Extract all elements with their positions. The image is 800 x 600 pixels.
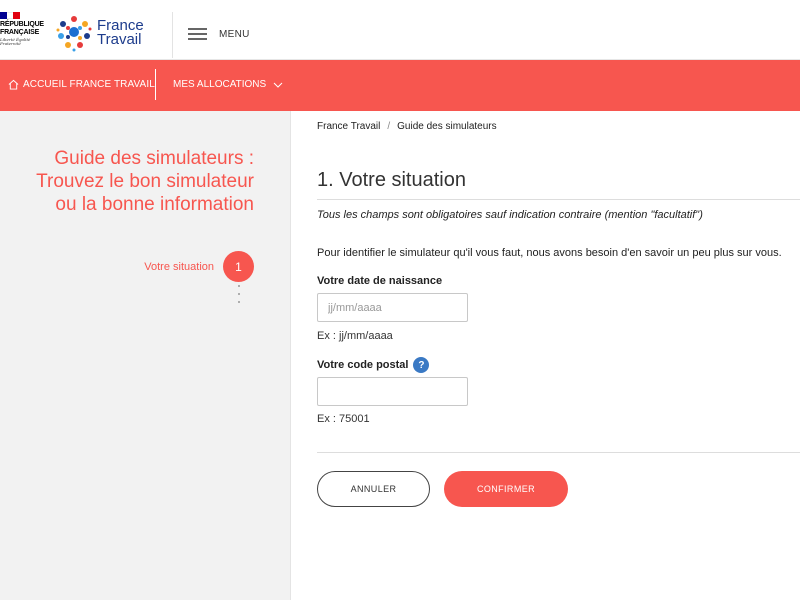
step-label: Votre situation [144, 260, 214, 273]
header-divider [172, 12, 173, 58]
sidebar-title-line-3: ou la bonne information [55, 194, 254, 215]
chevron-down-icon [273, 82, 283, 88]
home-icon [8, 79, 19, 90]
confirm-button[interactable]: CONFIRMER [444, 471, 568, 507]
nav-home-link[interactable] [8, 79, 155, 90]
menu-label: MENU [219, 28, 250, 40]
postal-code-label-text: Votre code postal [317, 359, 409, 371]
hamburger-icon [188, 27, 207, 41]
mandatory-notice: Tous les champs sont obligatoires sauf indication contraire (mention "facultatif") [317, 209, 703, 221]
site-header [0, 0, 800, 60]
nav-allocations-label: MES ALLOCATIONS [173, 79, 267, 90]
breadcrumb [317, 121, 497, 132]
page-title: 1. Votre situation [317, 169, 466, 191]
birth-date-label [317, 275, 442, 287]
brand-line-1: France [97, 17, 144, 34]
sidebar-title [0, 147, 254, 216]
sidebar-title-line-2: Trouvez le bon simulateur [36, 171, 254, 192]
republic-name [0, 21, 48, 37]
main-navigation [0, 60, 800, 111]
nav-divider [155, 69, 156, 100]
brand-line-2: Travail [97, 31, 142, 48]
postal-code-label [317, 357, 429, 373]
sidebar-title-line-1: Guide des simulateurs : [54, 148, 254, 169]
nav-home-label: ACCUEIL FRANCE TRAVAIL [23, 79, 155, 90]
france-travail-brand[interactable] [97, 19, 144, 47]
birth-date-label-text: Votre date de naissance [317, 275, 443, 287]
cancel-button[interactable]: ANNULER [317, 471, 430, 507]
republic-line-2: FRANÇAISE [0, 29, 40, 36]
title-divider [317, 199, 800, 200]
breadcrumb-item-home[interactable]: France Travail [317, 121, 381, 132]
step-indicator [144, 251, 254, 282]
nav-allocations-dropdown[interactable] [173, 79, 283, 90]
form-divider [317, 452, 800, 453]
sidebar-panel [0, 111, 291, 600]
step-progress-dots [238, 285, 240, 309]
intro-text: Pour identifier le simulateur qu'il vous faut, nous avons besoin d'en savoir un peu plus sur vous. [317, 247, 782, 259]
menu-button[interactable] [188, 24, 250, 44]
breadcrumb-separator: / [387, 121, 391, 132]
republic-motto: Liberté Égalité Fraternité [0, 37, 31, 46]
french-flag-icon [0, 12, 20, 19]
birth-date-input[interactable] [317, 293, 468, 322]
postal-code-input[interactable] [317, 377, 468, 406]
birth-date-example: Ex : jj/mm/aaaa [317, 330, 393, 342]
republique-francaise-logo[interactable] [0, 12, 48, 46]
france-travail-logo-icon[interactable] [54, 12, 94, 52]
republic-line-1: RÉPUBLIQUE [0, 21, 44, 28]
help-icon[interactable]: ? [413, 357, 429, 373]
step-number-badge: 1 [223, 251, 254, 282]
breadcrumb-item-current: Guide des simulateurs [397, 121, 497, 132]
postal-code-example: Ex : 75001 [317, 413, 370, 425]
